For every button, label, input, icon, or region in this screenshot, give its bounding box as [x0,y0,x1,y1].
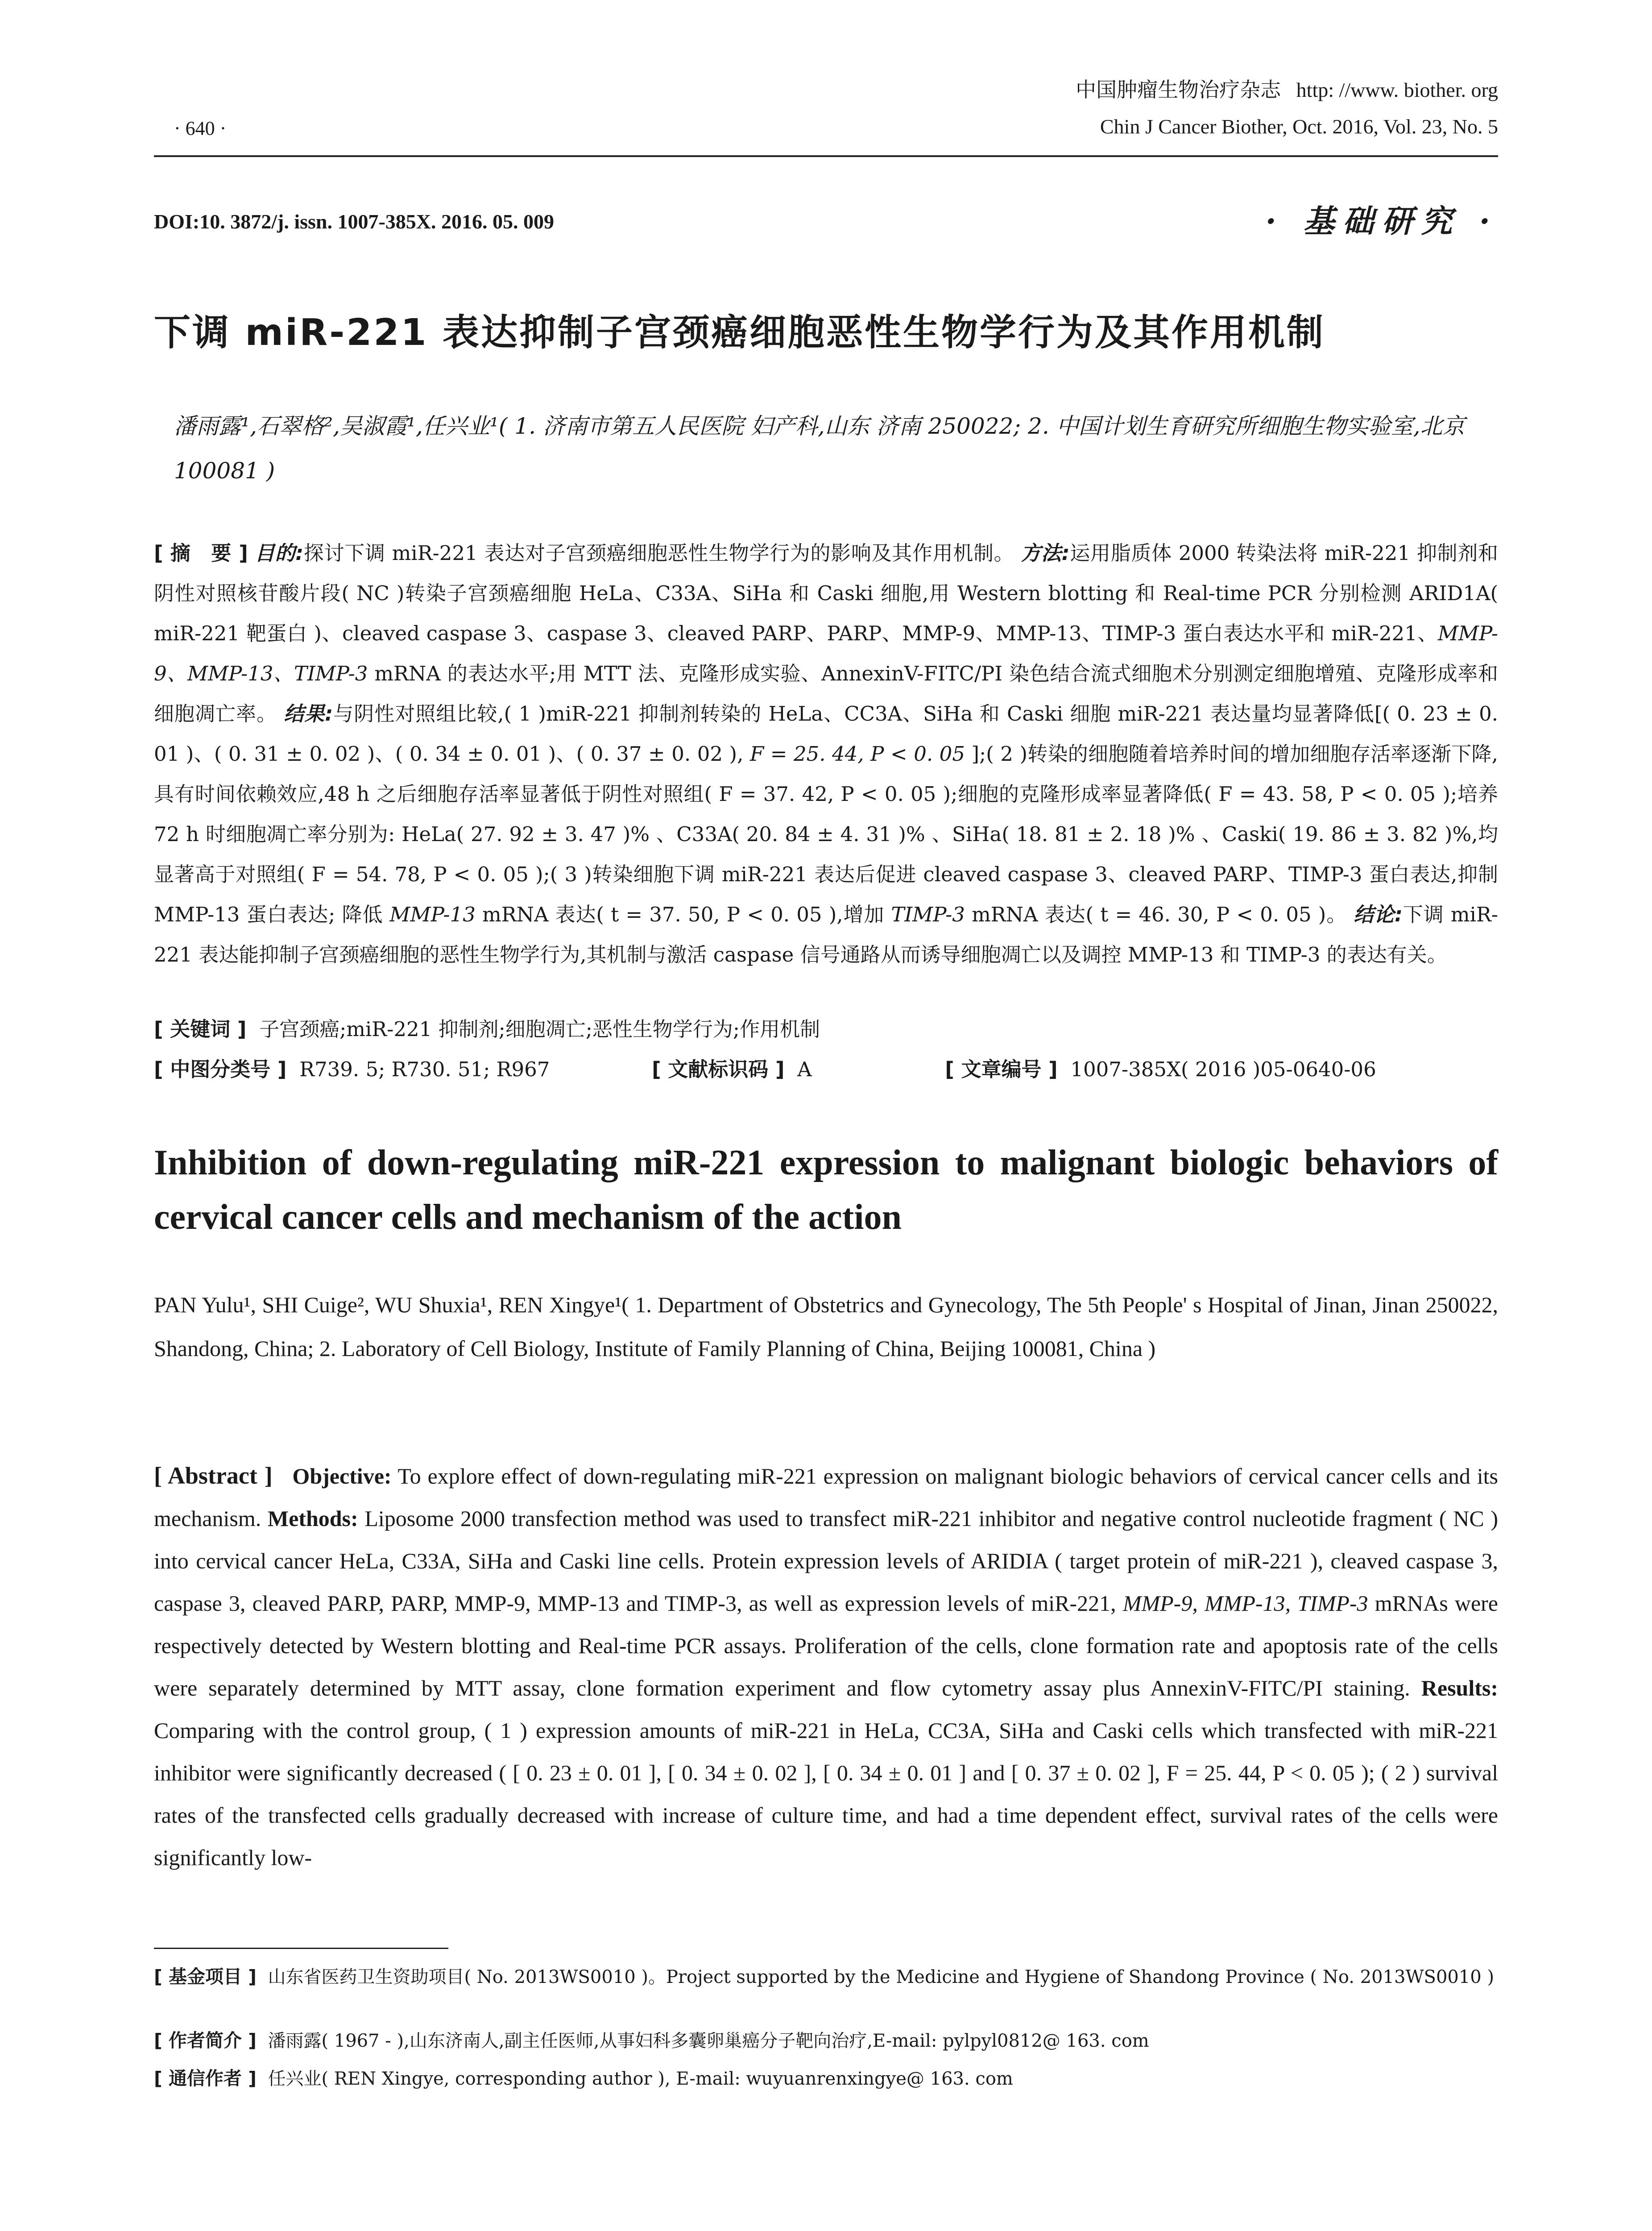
en-results: Comparing with the control group, ( 1 ) expression amounts of miR-221 in HeLa, CC3A, SiHa and Caski cells which transfected with miR-221 inhibitor were significantly decreased ( [ 0. 23 ± 0. 01 ], [ 0. 34 ± 0. 02 ], [ 0. 34 ± 0. 01 ] and [ 0. 37 ± 0. 02 ], F = 25. 44, P < 0. 05 ); ( 2 ) survival rates of the transfected cells gradually decreased with increase of culture time, and had a time dependent effect, survival rates of the cells were significantly low- [154,1718,1498,1870]
cn-authors [174,404,1498,493]
journal-name-cn: 中国肿瘤生物治疗杂志 [1076,78,1281,102]
cn-methods-genes: MMP-9、MMP-13、TIMP-3 [154,622,1498,685]
cn-title: 下调 miR-221 表达抑制子宫颈癌细胞恶性生物学行为及其作用机制 [154,311,1325,354]
cn-results-label: 结果: [284,702,333,726]
author-bio-text: 潘雨露( 1967 - ),山东济南人,副主任医师,从事妇科多囊卵巢癌分子靶向治疗,E-mail: pylpyl0812@ 163. com [268,2031,1149,2051]
en-title: Inhibition of down-regulating miR-221 expression to malignant biologic behaviors of cervical cancer cells and mechanism of the action [154,1143,1498,1237]
en-abstract-label: [ Abstract ] [154,1462,273,1489]
article-no-label: [ 文章编号 ] [945,1057,1058,1081]
cn-results-2: ];( 2 )转染的细胞随着培养时间的增加细胞存活率逐渐下降,具有时间依赖效应,48 h 之后细胞存活率显著低于阴性对照组( F = 37. 42, P < 0. 05 );细胞的克隆形成率显著降低( F = 43. 58, P < 0. 05 );培养 72 h 时细胞凋亡率分别为: HeLa( 27. 92 ± 3. 47 )% 、C33A( 20. 84 ± 4. 31 )% 、SiHa( 18. 81 ± 2. 18 )% 、Caski( 19. 86 ± 3. 82 )%,均显著高于对照组( F = 54. 78, P < 0. 05 );( 3 )转染细胞下调 miR-221 表达后促进 cleaved caspase 3、cleaved PARP、TIMP-3 蛋白表达,抑制 MMP-13 蛋白表达; 降低 [154,742,1498,926]
journal-url[interactable]: http: //www. biother. org [1296,79,1498,101]
footnote-fund [154,1961,1498,1993]
footnote-rule [154,1948,448,1949]
journal-name-en: Chin J Cancer Biother, Oct. 2016, Vol. 23, No. 5 [1100,115,1498,138]
clc-value: R739. 5; R730. 51; R967 [299,1057,550,1081]
classification [154,1053,1498,1082]
cn-results-4: mRNA 表达( t = 46. 30, P < 0. 05 )。 [965,903,1347,926]
cn-results-3: mRNA 表达( t = 37. 50, P < 0. 05 ),增加 [475,903,891,926]
en-objective-label: Objective: [292,1464,392,1489]
en-methods-genes: MMP-9, MMP-13, TIMP-3 [1122,1591,1368,1616]
en-methods-1: Liposome 2000 transfection method was used to transfect miR-221 inhibitor and negative control nucleotide fragment ( NC ) into cervical cancer HeLa, C33A, SiHa and Caski line cells. Protein expression levels of ARIDIA ( target protein of miR-221 ), cleaved caspase 3, caspase 3, cleaved PARP, PARP, MMP-9, MMP-13 and TIMP-3, as well as expression levels of miR-221, [154,1506,1498,1616]
doc-code-label: [ 文献标识码 ] [652,1057,785,1081]
en-authors: PAN Yulu¹, SHI Cuige², WU Shuxia¹, REN Xingye¹( 1. Department of Obstetrics and Gynecology, The 5th People' s Hospital of Jinan, Jinan 250022, Shandong, China; 2. Laboratory of Cell Biology, Institute of Family Planning of China, Beijing 100081, China ) [154,1292,1498,1361]
en-methods-label: Methods: [267,1506,358,1531]
cn-abstract [154,533,1498,975]
footnote-corresponding [154,2063,1498,2094]
en-results-label: Results: [1421,1675,1499,1700]
cn-abstract-label: [ 摘 要 ] [154,541,248,565]
en-methods-2: mRNAs were respectively detected by Western blotting and Real-time PCR assays. Proliferation of the cells, clone formation rate and apoptosis rate of the cells were separately determined by MTT assay, clone formation experiment and flow cytometry assay plus AnnexinV-FITC/PI staining. [154,1591,1498,1700]
cn-results-gene-2: TIMP-3 [891,903,965,926]
cn-methods-2: mRNA 的表达水平;用 MTT 法、克隆形成实验、AnnexinV-FITC/PI 染色结合流式细胞术分别测定细胞增殖、克隆形成率和细胞凋亡率。 [154,662,1498,726]
header-rule [154,155,1498,157]
corresponding-text: 任兴业( REN Xingye, corresponding author ), E-mail: wuyuanrenxingye@ 163. com [268,2069,1013,2089]
cn-results-1: 与阴性对照组比较,( 1 )miR-221 抑制剂转染的 HeLa、CC3A、SiHa 和 Caski 细胞 miR-221 表达量均显著降低[( 0. 23 ± 0. 01 )、( 0. 31 ± 0. 02 )、( 0. 34 ± 0. 01 )、( 0. 37 ± 0. 02 ), [154,702,1499,766]
journal-header [1076,71,1498,145]
page-number: · 640 · [174,117,227,139]
cn-objective: 探讨下调 miR-221 表达对子宫颈癌细胞恶性生物学行为的影响及其作用机制。 [303,541,1014,565]
cn-results-gene-1: MMP-13 [389,903,476,926]
author-bio-label: [ 作者简介 ] [154,2030,257,2051]
article-no-value: 1007-385X( 2016 )05-0640-06 [1070,1057,1376,1081]
keywords [154,1013,1498,1042]
cn-methods-label: 方法: [1021,541,1070,565]
footnote-author [154,2025,1498,2057]
cn-author-names: 潘雨露¹,石翠格²,吴淑霞¹,任兴业¹ [174,413,499,439]
fund-label: [ 基金项目 ] [154,1966,257,1987]
keywords-text: 子宫颈癌;miR-221 抑制剂;细胞凋亡;恶性生物学行为;作用机制 [259,1017,820,1041]
doc-code-value: A [797,1057,812,1081]
cn-conclusion: 下调 miR-221 表达能抑制子宫颈癌细胞的恶性生物学行为,其机制与激活 caspase 信号通路从而诱导细胞凋亡以及调控 MMP-13 和 TIMP-3 的表达有关。 [154,903,1498,966]
fund-text: 山东省医药卫生资助项目( No. 2013WS0010 )。Project supported by the Medicine and Hygiene of Shandong Province ( No. 2013WS0010 ) [268,1967,1495,1987]
cn-results-stat: F = 25. 44, P < 0. 05 [749,742,965,766]
clc-label: [ 中图分类号 ] [154,1057,287,1081]
corresponding-label: [ 通信作者 ] [154,2068,257,2089]
cn-affiliation: ( 1. 济南市第五人民医院 妇产科,山东 济南 250022; 2. 中国计划生育研究所细胞生物实验室,北京 100081 ) [174,413,1465,484]
en-objective: To explore effect of down-regulating miR-221 expression on malignant biologic behaviors of cervical cancer cells and its mechanism. [154,1464,1498,1531]
keywords-label: [ 关键词 ] [154,1017,247,1041]
cn-methods-1: 运用脂质体 2000 转染法将 miR-221 抑制剂和阴性对照核苷酸片段( NC )转染子宫颈癌细胞 HeLa、C33A、SiHa 和 Caski 细胞,用 Western blotting 和 Real-time PCR 分别检测 ARID1A( miR-221 靶蛋白 )、cleaved caspase 3、caspase 3、cleaved PARP、PARP、MMP-9、MMP-13、TIMP-3 蛋白表达水平和 miR-221、 [154,541,1498,645]
doi[interactable]: DOI:10. 3872/j. issn. 1007-385X. 2016. 05. 009 [154,210,555,233]
cn-conclusion-label: 结论: [1354,903,1403,926]
cn-objective-label: 目的: [254,541,304,565]
section-tag: · 基础研究 · [1265,203,1498,240]
en-abstract [154,1455,1498,1879]
